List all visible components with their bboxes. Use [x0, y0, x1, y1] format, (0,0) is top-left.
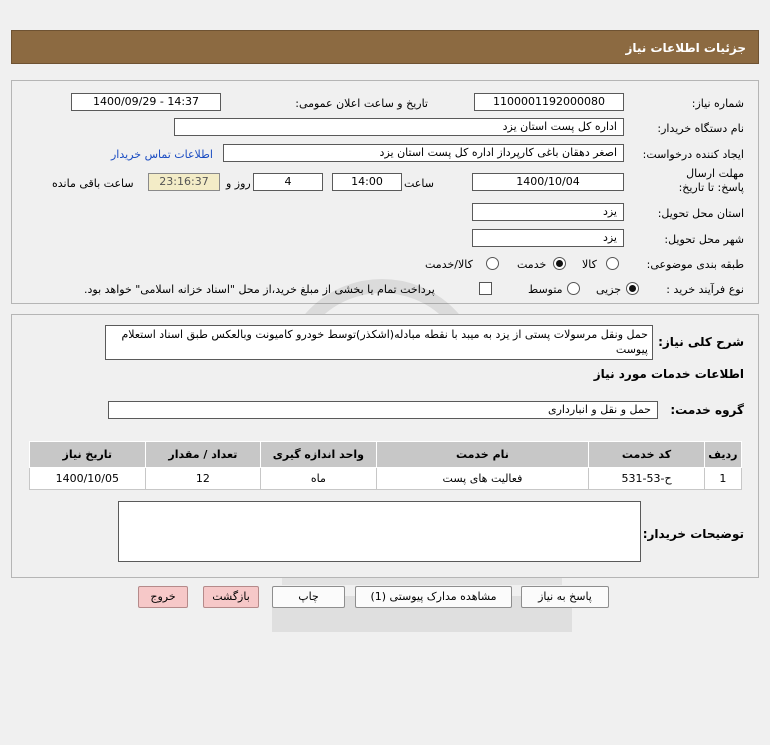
deadline-time-label: ساعت: [404, 177, 434, 190]
col-unit: واحد اندازه گیری: [261, 442, 377, 468]
buyer-notes-label: توضیحات خریدار:: [642, 527, 744, 541]
category-label: طبقه بندی موضوعی:: [646, 258, 744, 271]
services-info-heading: اطلاعات خدمات مورد نیاز: [593, 367, 744, 381]
category-option-goods: کالا: [582, 258, 597, 271]
category-radio-goods-service[interactable]: [486, 257, 499, 270]
purchase-option-medium: متوسط: [528, 283, 563, 296]
description-field: حمل ونقل مرسولات پستی از یزد به میبد با نقطه مبادله(اشکذر)توسط خودرو کامیونت وبالعکس طبق اسناد استعلام پیوست: [105, 325, 653, 360]
category-option-goods-service: کالا/خدمت: [425, 258, 473, 271]
deadline-time-field: 14:00: [332, 173, 402, 191]
buyer-contact-link[interactable]: اطلاعات تماس خریدار: [111, 148, 213, 161]
requester-label: ایجاد کننده درخواست:: [642, 148, 744, 161]
purchase-option-minor: جزیی: [596, 283, 622, 296]
description-label: شرح کلی نیاز:: [658, 335, 744, 349]
need-number-field: 1100001192000080: [474, 93, 624, 111]
category-radio-goods[interactable]: [606, 257, 619, 270]
announce-datetime-label: تاریخ و ساعت اعلان عمومی:: [295, 97, 428, 110]
col-quantity: تعداد / مقدار: [145, 442, 261, 468]
cell-need-date: 1400/10/05: [30, 468, 146, 490]
service-group-label: گروه خدمت:: [670, 403, 744, 417]
cell-quantity: 12: [145, 468, 261, 490]
page-title: جزئیات اطلاعات نیاز: [625, 41, 746, 55]
treasury-payment-checkbox[interactable]: [479, 282, 492, 295]
payment-note: پرداخت تمام یا بخشی از مبلغ خرید،از محل "اسناد خزانه اسلامی" خواهد بود.: [84, 283, 435, 296]
announce-datetime-field: 1400/09/29 - 14:37: [71, 93, 221, 111]
need-number-label: شماره نیاز:: [691, 97, 744, 110]
deadline-label: مهلت ارسال پاسخ: تا تاریخ:: [678, 167, 744, 194]
reply-button[interactable]: پاسخ به نیاز: [521, 586, 609, 608]
province-label: استان محل تحویل:: [657, 207, 744, 220]
print-button[interactable]: چاپ: [272, 586, 345, 608]
city-label: شهر محل تحویل:: [664, 233, 744, 246]
buyer-notes-field: [118, 501, 641, 562]
days-and-label: روز و: [226, 177, 251, 190]
cell-service-code: ح-53-531: [589, 468, 705, 490]
purchase-type-label: نوع فرآیند خرید :: [666, 283, 744, 296]
cell-unit: ماه: [261, 468, 377, 490]
services-table: [29, 441, 742, 490]
purchase-radio-minor[interactable]: [626, 282, 639, 295]
days-field: 4: [253, 173, 323, 191]
table-header-row: [30, 442, 742, 468]
col-service-name: نام خدمت: [376, 442, 589, 468]
purchase-radio-medium[interactable]: [567, 282, 580, 295]
col-row-number: ردیف: [704, 442, 741, 468]
col-service-code: کد خدمت: [589, 442, 705, 468]
services-panel: [11, 314, 759, 578]
requester-field: اصغر دهقان باغی کارپرداز اداره کل پست استان یزد: [223, 144, 624, 162]
province-field: یزد: [472, 203, 624, 221]
page-header: [11, 30, 759, 64]
buyer-org-label: نام دستگاه خریدار:: [657, 122, 744, 135]
city-field: یزد: [472, 229, 624, 247]
deadline-date-field: 1400/10/04: [472, 173, 624, 191]
buyer-org-field: اداره کل پست استان یزد: [174, 118, 624, 136]
service-group-field: حمل و نقل و انبارداری: [108, 401, 658, 419]
category-radio-service[interactable]: [553, 257, 566, 270]
category-option-service: خدمت: [517, 258, 547, 271]
attachments-button[interactable]: مشاهده مدارک پیوستی (1): [355, 586, 512, 608]
remaining-label: ساعت باقی مانده: [52, 177, 134, 190]
remaining-time-field: 23:16:37: [148, 173, 220, 191]
cell-service-name: فعالیت های پست: [376, 468, 589, 490]
cell-row-number: 1: [704, 468, 741, 490]
table-row: [30, 468, 742, 490]
col-need-date: تاریخ نیاز: [30, 442, 146, 468]
need-info-panel: [11, 80, 759, 304]
back-button[interactable]: بازگشت: [203, 586, 259, 608]
exit-button[interactable]: خروج: [138, 586, 188, 608]
